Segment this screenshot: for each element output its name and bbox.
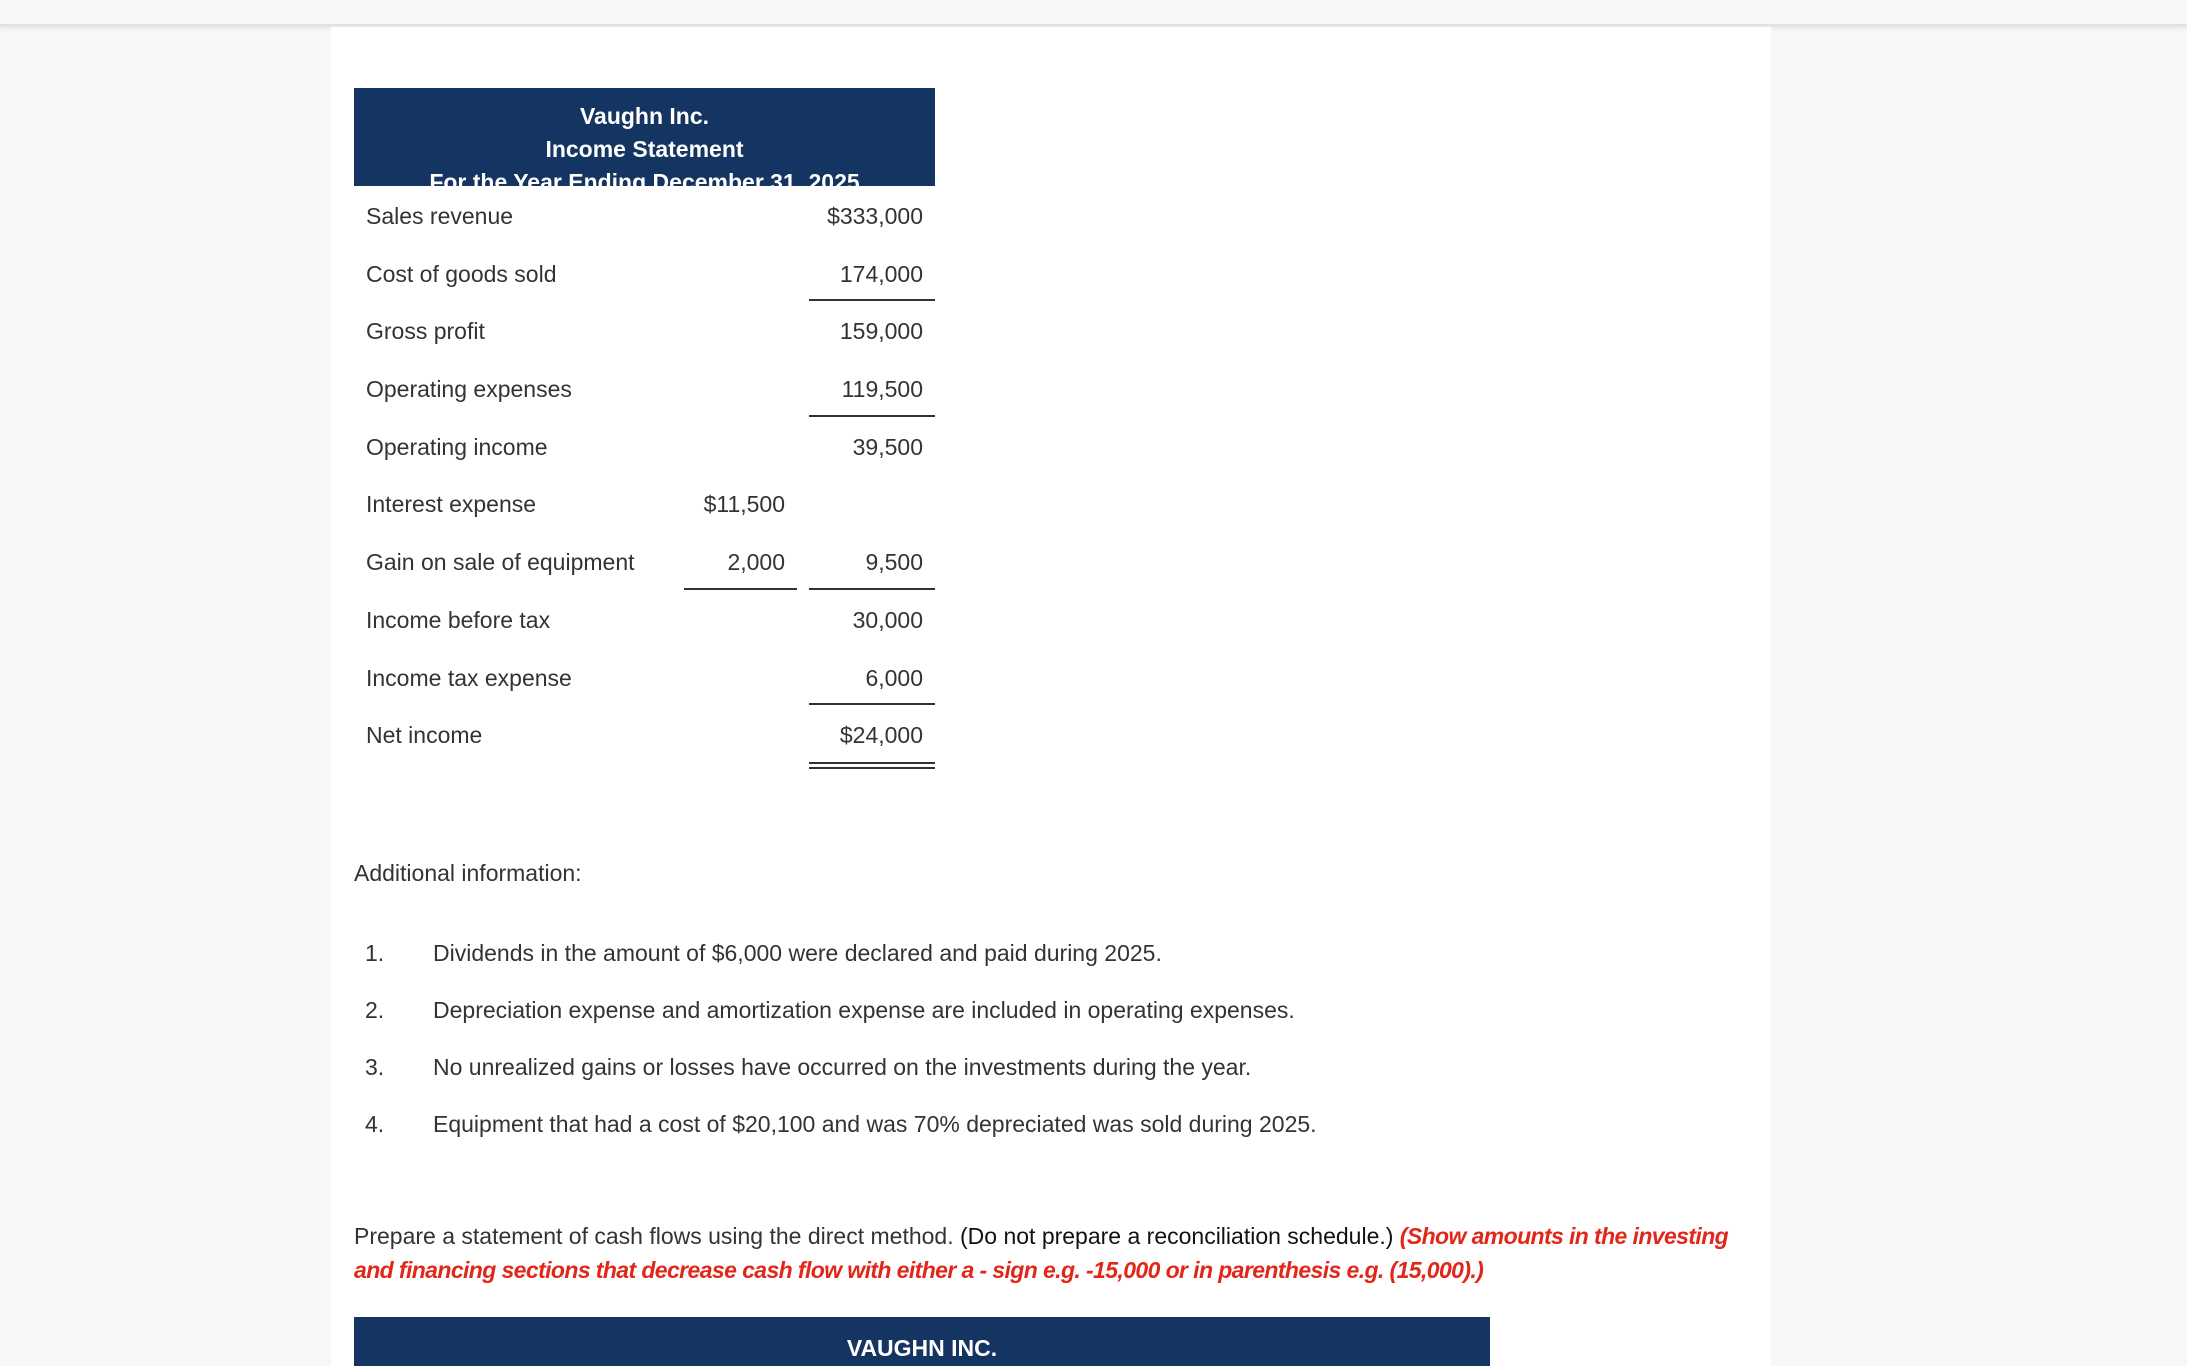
list-text: No unrealized gains or losses have occurred on the investments during the year.	[433, 1054, 1252, 1080]
list-number: 3.	[365, 1054, 385, 1080]
list-number: 2.	[365, 997, 385, 1023]
row-income-before-tax	[354, 590, 935, 648]
income-statement-header	[354, 88, 935, 195]
income-statement	[354, 88, 935, 763]
cash-flow-company-name: VAUGHN INC.	[846, 1335, 998, 1361]
instructions-note: (Do not prepare a reconciliation schedule.)	[960, 1223, 1394, 1249]
row-label: Sales revenue	[366, 203, 514, 229]
row-label: Income tax expense	[366, 664, 572, 691]
list-text: Dividends in the amount of $6,000 were declared and paid during 2025.	[433, 940, 1162, 966]
row-amount: 119,500	[841, 376, 923, 403]
instructions-hint: (Show amounts in the investing and financing sections that decrease cash flow with either a - sign e.g. -15,000 or in parenthesis e.g. (15,000).)	[354, 1223, 1729, 1283]
list-item	[354, 1111, 1554, 1168]
row-label: Operating expenses	[366, 376, 572, 403]
double-underline	[809, 762, 935, 769]
question-content	[331, 27, 1771, 1366]
row-operating-income	[354, 417, 935, 475]
list-item	[354, 997, 1554, 1054]
row-label: Gain on sale of equipment	[366, 549, 635, 576]
additional-info-list	[354, 940, 1554, 1168]
row-label: Net income	[366, 722, 483, 749]
row-amount: 174,000	[839, 260, 923, 287]
row-subamount: 2,000	[727, 549, 785, 576]
row-operating-expenses	[354, 359, 935, 417]
list-text: Equipment that had a cost of $20,100 and was 70% depreciated was sold during 2025.	[433, 1111, 1317, 1137]
row-gain-on-sale	[354, 532, 935, 590]
instructions	[354, 1219, 1754, 1287]
additional-info-title: Additional information:	[354, 860, 582, 886]
row-amount: 6,000	[865, 664, 923, 691]
instructions-main: Prepare a statement of cash flows using the direct method.	[354, 1223, 954, 1249]
row-amount: 9,500	[865, 549, 923, 576]
row-amount: 39,500	[852, 433, 923, 460]
cash-flow-statement-header	[354, 1317, 1490, 1366]
row-label: Income before tax	[366, 606, 551, 633]
row-amount: 159,000	[839, 318, 923, 345]
row-sales-revenue	[354, 186, 935, 244]
list-number: 1.	[365, 940, 385, 966]
company-name: Vaughn Inc.	[579, 103, 710, 129]
row-subamount: $11,500	[703, 491, 785, 518]
top-bar	[0, 0, 2187, 26]
row-label: Cost of goods sold	[366, 260, 557, 287]
list-item	[354, 940, 1554, 997]
list-item	[354, 1054, 1554, 1111]
statement-period: For the Year Ending December 31, 2025	[429, 169, 860, 195]
row-label: Gross profit	[366, 318, 485, 345]
statement-title: Income Statement	[545, 136, 744, 162]
list-number: 4.	[365, 1111, 385, 1137]
row-amount: 30,000	[852, 606, 923, 633]
row-label: Operating income	[366, 433, 548, 460]
row-income-tax-expense	[354, 648, 935, 706]
row-interest-expense	[354, 474, 935, 532]
row-amount: $24,000	[839, 722, 923, 749]
row-gross-profit	[354, 301, 935, 359]
row-cost-of-goods-sold	[354, 244, 935, 302]
row-amount: $333,000	[827, 203, 923, 229]
row-net-income	[354, 705, 935, 763]
row-label: Interest expense	[366, 491, 537, 518]
list-text: Depreciation expense and amortization expense are included in operating expenses.	[433, 997, 1295, 1023]
